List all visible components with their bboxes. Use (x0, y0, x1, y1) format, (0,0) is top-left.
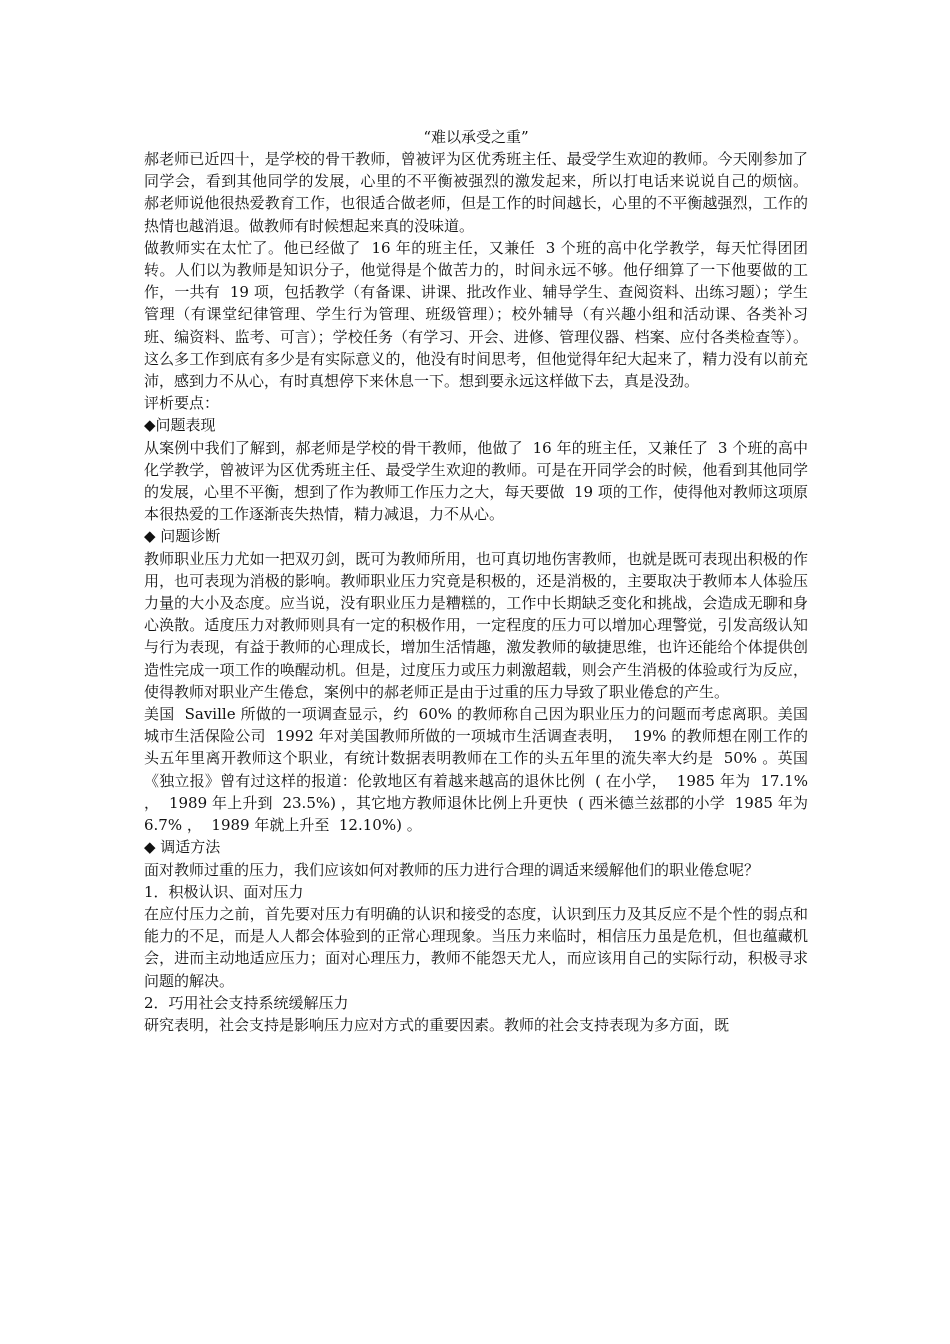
document-page (144, 126, 828, 1036)
methods-intro-paragraph: 面对教师过重的压力，我们应该如何对教师的压力进行合理的调适来缓解他们的职业倦怠呢？ (144, 860, 760, 879)
method-heading-2: 2．巧用社会支持系统缓解压力 (144, 993, 349, 1012)
analysis-heading: 评析要点： (144, 394, 220, 413)
document-title: “难以承受之重” (423, 128, 529, 146)
method-paragraph-1: 在应付压力之前，首先要对压力有明确的认识和接受的态度，认识到压力及其反应不是个性的弱点和能力的不足，而是人人都会体验到的正常心理现象。当压力来临时，相信压力虽是危机，但也蕴藏机会，进而主动地适应压力；面对心理压力，教师不能怨天尤人，而应该用自己的实际行动，积极寻求问题的解决。 (144, 904, 808, 990)
method-paragraph-2: 研究表明，社会支持是影响压力应对方式的重要因素。教师的社会支持表现为多方面，既 (144, 1015, 730, 1034)
section-heading-diagnosis: ◆ 问题诊断 (144, 527, 221, 546)
section-heading-methods: ◆ 调适方法 (144, 838, 221, 857)
case-paragraph-1: 郝老师已近四十，是学校的骨干教师，曾被评为区优秀班主任、最受学生欢迎的教师。今天刚参加了同学会，看到其他同学的发展，心里的不平衡被强烈的激发起来，所以打电话来说说自己的烦恼。 郝老师说他很热爱教育工作，也很适合做老师，但是工作的时间越长，心里的不平衡越强烈，工作的热情也越消退。做教师有时候想起来真的没味道。 (144, 150, 828, 235)
case-paragraph-2: 做教师实在太忙了。他已经做了 16 年的班主任，又兼任 3 个班的高中化学教学，每天忙得团团转。人们以为教师是知识分子，他觉得是个做苦力的，时间永远不够。他仔细算了一下他要做的工作，一共有 19 项，包括教学（有备课、讲课、批改作业、辅导学生、查阅资料、出练习题）；学生管理（有课堂纪律管理、学生行为管理、班级管理）；校外辅导（有兴趣小组和活动课、各类补习班、编资料、监考、可言）；学校任务（有学习、开会、进修、管理仪器、档案、应付各类检查等）。这么多工作到底有多少是有实际意义的，他没有时间思考，但他觉得年纪大起来了，精力没有以前充沛，感到力不从心，有时真想停下来休息一下。想到要永远这样做下去，真是没劲。 (144, 238, 808, 391)
section-heading-problem: ◆问题表现 (144, 416, 216, 435)
problem-paragraph: 从案例中我们了解到，郝老师是学校的骨干教师，他做了 16 年的班主任，又兼任了 3 个班的高中化学教学，曾被评为区优秀班主任、最受学生欢迎的教师。可是在开同学会的时候，他看到其他同学的发展，心里不平衡，想到了作为教师工作压力之大，每天要做 19 项的工作，使得他对教师这项原本很热爱的工作逐渐丧失热情，精力减退，力不从心。 (144, 438, 808, 524)
diagnosis-paragraph-2: 美国 Saville 所做的一项调查显示，约 60% 的教师称自己因为职业压力的问题而考虑离职。美国城市生活保险公司 1992 年对美国教师所做的一项城市生活调查表明， 19% 的教师想在刚工作的头五年里离开教师这个职业，有统计数据表明教师在工作的头五年里的流失率大约是 50% 。英国《独立报》曾有过这样的报道：伦敦地区有着越来越高的退休比例 ( 在小学， 1985 年为 17.1% ， 1989 年上升到 23.5%) ，其它地方教师退休比例上升更快 ( 西米德兰兹郡的小学 1985 年为 6.7% ， 1989 年就上升至 12.10%) 。 (144, 705, 818, 835)
method-heading-1: 1．积极认识、面对压力 (144, 882, 304, 901)
diagnosis-paragraph-1: 教师职业压力尤如一把双刃剑，既可为教师所用，也可真切地伤害教师，也就是既可表现出积极的作用，也可表现为消极的影响。教师职业压力究竟是积极的，还是消极的，主要取决于教师本人体验压力量的大小及态度。应当说，没有职业压力是糟糕的，工作中长期缺乏变化和挑战，会造成无聊和身心涣散。适度压力对教师则具有一定的积极作用，一定程度的压力可以增加心理警觉，引发高级认知与行为表现，有益于教师的心理成长，增加生活情趣，激发教师的敏捷思维，也许还能给个体提供创造性完成一项工作的唤醒动机。但是，过度压力或压力刺激超载，则会产生消极的体验或行为反应，使得教师对职业产生倦怠，案例中的郝老师正是由于过重的压力导致了职业倦怠的产生。 (144, 549, 808, 701)
